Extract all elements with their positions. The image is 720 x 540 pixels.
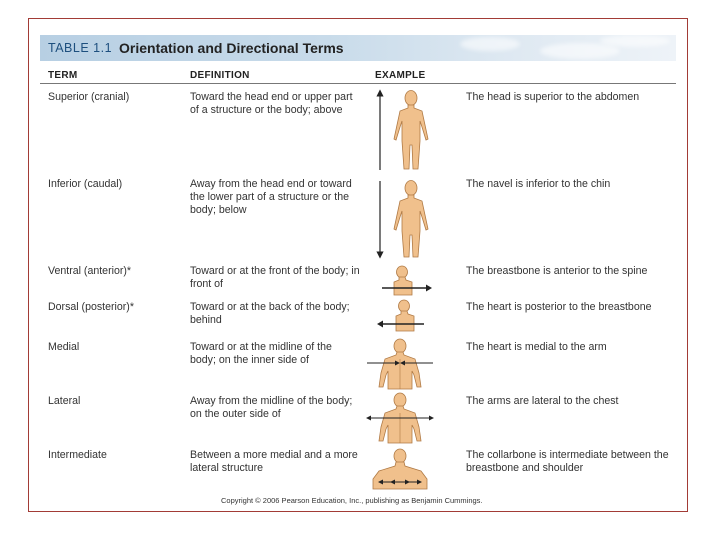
example-inferior: The navel is inferior to the chin bbox=[466, 178, 611, 190]
example-superior: The head is superior to the abdomen bbox=[466, 91, 640, 103]
title-band bbox=[40, 35, 676, 61]
definition-inferior: Away from the head end or toward the lower part of a structure or the body; below bbox=[190, 178, 352, 217]
header-term: TERM bbox=[48, 70, 78, 81]
term-dorsal: Dorsal (posterior)* bbox=[48, 301, 134, 313]
copyright-notice: Copyright © 2006 Pearson Education, Inc., publishing as Benjamin Cummings. bbox=[221, 496, 483, 505]
table-frame bbox=[28, 18, 688, 512]
shoulders-intermediate-icon bbox=[365, 447, 435, 491]
side-torso-backward-icon bbox=[374, 299, 434, 333]
torso-lateral-icon bbox=[365, 391, 435, 445]
example-intermediate: The collarbone is intermediate between the breastbone and shoulder bbox=[466, 449, 669, 475]
header-definition: DEFINITION bbox=[190, 70, 250, 81]
standing-figure-icon bbox=[394, 181, 428, 258]
table-number: TABLE 1.1 bbox=[48, 41, 113, 55]
example-medial: The heart is medial to the arm bbox=[466, 341, 607, 353]
definition-dorsal: Toward or at the back of the body; behind bbox=[190, 301, 350, 327]
term-lateral: Lateral bbox=[48, 395, 81, 407]
definition-intermediate: Between a more medial and a more lateral structure bbox=[190, 449, 358, 475]
definition-superior: Toward the head end or upper part of a structure or the body; above bbox=[190, 91, 353, 117]
term-superior: Superior (cranial) bbox=[48, 91, 130, 103]
standing-figures-superior-inferior bbox=[367, 85, 447, 259]
example-lateral: The arms are lateral to the chest bbox=[466, 395, 619, 407]
term-medial: Medial bbox=[48, 341, 80, 353]
example-ventral: The breastbone is anterior to the spine bbox=[466, 265, 648, 277]
term-inferior: Inferior (caudal) bbox=[48, 178, 123, 190]
torso-medial-icon bbox=[365, 337, 435, 391]
header-example: EXAMPLE bbox=[375, 70, 426, 81]
table-title: Orientation and Directional Terms bbox=[119, 40, 344, 56]
definition-medial: Toward or at the midline of the body; on the inner side of bbox=[190, 341, 332, 367]
term-ventral: Ventral (anterior)* bbox=[48, 265, 132, 277]
header-divider bbox=[40, 83, 676, 84]
side-torso-forward-icon bbox=[374, 265, 434, 297]
term-intermediate: Intermediate bbox=[48, 449, 107, 461]
definition-ventral: Toward or at the front of the body; in front of bbox=[190, 265, 360, 291]
example-dorsal: The heart is posterior to the breastbone bbox=[466, 301, 652, 313]
definition-lateral: Away from the midline of the body; on the outer side of bbox=[190, 395, 353, 421]
standing-figure-icon bbox=[394, 91, 428, 170]
